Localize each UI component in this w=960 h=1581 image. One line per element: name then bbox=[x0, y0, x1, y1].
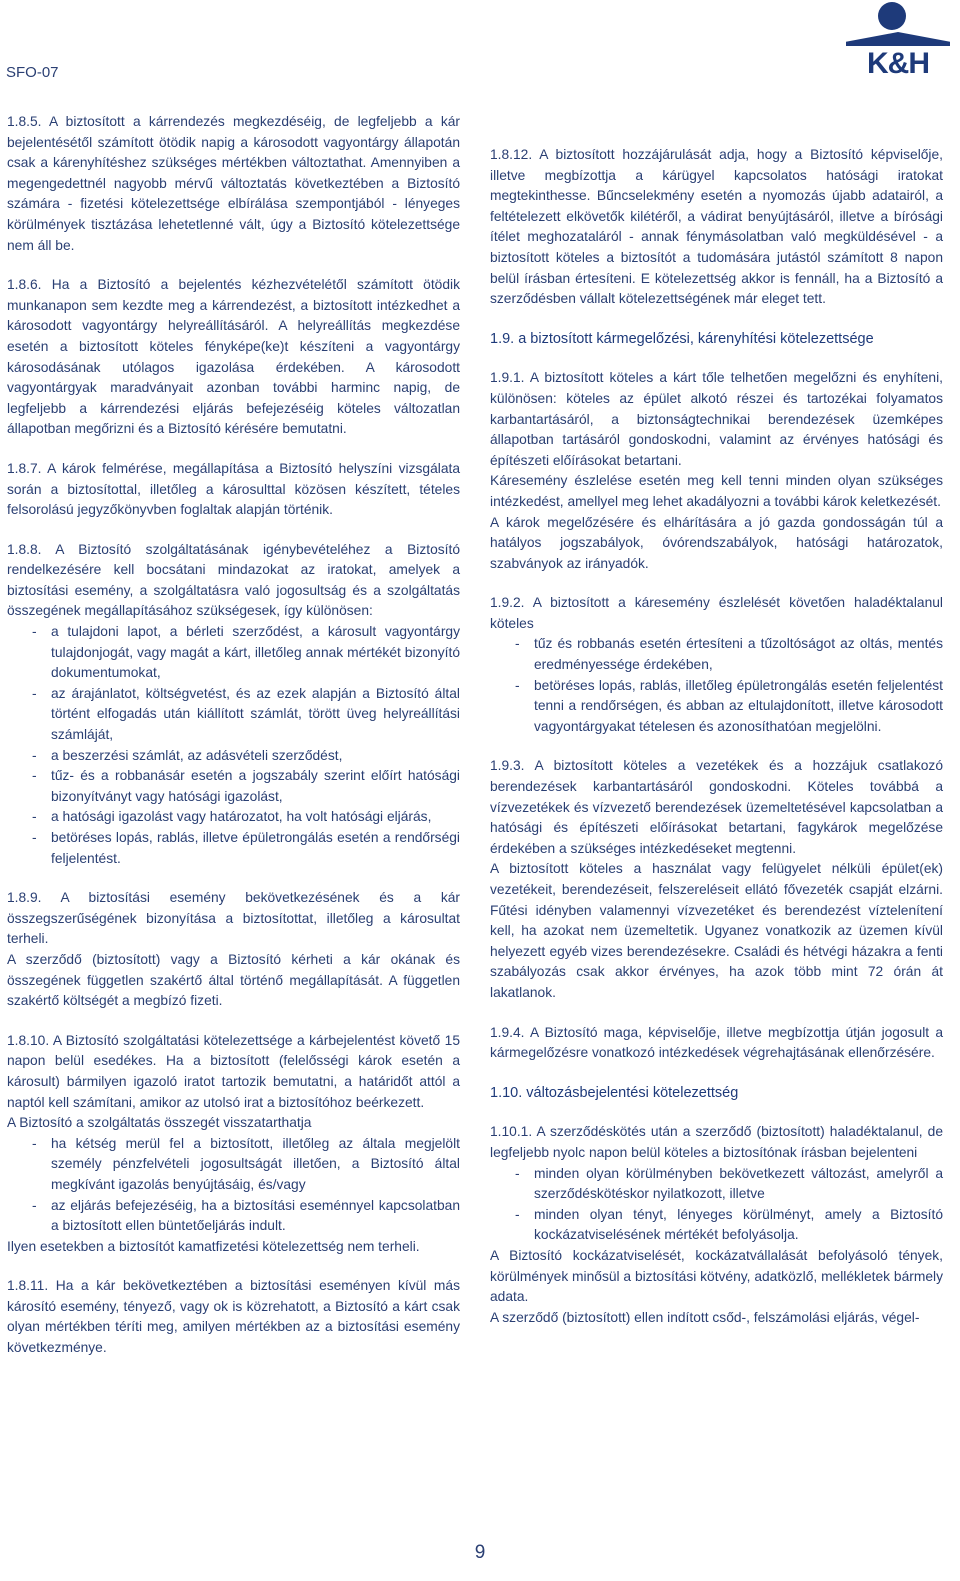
paragraph-1-9-1-c: A károk megelőzésére és elhárítására a jó gazda gondosságán túl a hatályos jogszabályok, óvórendszabályok, hatósági határozatok, szabványok az irányadók. bbox=[490, 514, 943, 571]
paragraph-1-8-11: 1.8.11. Ha a kár bekövetkeztében a biztosítási eseményen kívül más károsító esemény, tényező, vagy ok is közrehatott, a Biztosító a kárt csak olyan mértékben téríti meg, amilyen mértékben az a biztosítási esemény következménye. bbox=[7, 1278, 460, 1356]
list-item: - a hatósági igazolást vagy határozatot, ha volt hatósági eljárás, bbox=[7, 807, 460, 828]
list-item: - az eljárás befejezéséig, ha a biztosítási eseménnyel kapcsolatban a biztosított ellen büntetőeljárás indult. bbox=[7, 1196, 460, 1237]
list-item: - minden olyan tényt, lényeges körülményt, amely a Biztosító kockázatviselésének mértékét befolyásolja. bbox=[490, 1205, 943, 1246]
paragraph-1-8-9-b: A szerződő (biztosított) vagy a Biztosító kérheti a kár okának és összegének független szakértő által történő megállapítását. A független szakértő költségét a megbízó fizeti. bbox=[7, 951, 460, 1009]
paragraph-1-9-3-b: A biztosított köteles a használat vagy felügyelet nélküli épület(ek) vezetékeit, berendezéseit, felszereléseit ellátó fővezeték csapját elzárni. Fűtési idényben valamennyi vízvezetéket és berendezést víztelenítení kell, ha azokat nem üzemeltetik. Ugyanez vonatkozik az üzemen kívül helyezett egyéb vizes berendezésekre. Családi és hétvégi házakra a fenti szabályozás csak akkor érvényes, ha azok több mint 72 órán át lakatlanok. bbox=[490, 861, 943, 1000]
paragraph-1-8-10: 1.8.10. A Biztosító szolgáltatási kötelezettsége a kárbejelentést követő 15 napon belül esedékes. Ha a biztosított (felelősségi károk esetén a károsult) bármilyen igazoló iratot tartozik bemutatni, a határidőt attól a naptól kell számítani, amikor az utolsó irat a biztosítóhoz beérkezett. bbox=[7, 1032, 460, 1110]
list-1-8-10 bbox=[7, 1134, 460, 1237]
paragraph-1-8-12: 1.8.12. A biztosított hozzájárulását adja, hogy a Biztosító képviselője, illetve megbízottja a kárügyel kapcsolatos hatósági iratokat megtekinthesse. Bűncselekmény esetén a nyomozás újabb adatairól, a feltételezett elkövetők kilétéről, a vádirat benyújtásáról, illetve a bírósági ítélet meghozataláról - annak fénymásolatban való megküldésével - a biztosított köteles a biztosítót a tudomására jutástól számított 8 napon belül írásban értesíteni. E kötelezettség akkor is fennáll, ha a Biztosító a szerződésben vállalt kötelezettségének már eleget tett. bbox=[490, 147, 943, 307]
paragraph-1-10-1: 1.10.1. A szerződéskötés után a szerződő (biztosított) haladéktalanul, de legfeljebb nyolc napon belül köteles a biztosítónak írásban bejelenteni bbox=[490, 1124, 943, 1160]
paragraph-1-9-1: 1.9.1. A biztosított köteles a kárt tőle telhetően megelőzni és enyhíteni, különösen: köteles az épület alkotó részei és tartozékai folyamatos karbantartásáról, a biztonságtechnikai berendezések üzemképes állapotban tartásáról gondoskodni, valamint az érvényes hatósági és építészeti előírásokat betartani. bbox=[490, 370, 943, 468]
section-heading-1-9: 1.9. a biztosított kármegelőzési, kárenyhítési kötelezettsége bbox=[490, 330, 874, 347]
paragraph-1-8-6: 1.8.6. Ha a Biztosító a bejelentés kézhezvételétől számított ötödik munkanapon sem kezdte meg a kárrendezést, a biztosított intézkedhet a károsodott vagyontárgy helyreállításáról. A helyreállítás megkezdése esetén a biztosított köteles fényképe(ke)t készíteni a vagyontárgy károsodásának utólagos igazolása érdekében. A károsodott vagyontárgyak maradványait azonban további harminc napig, de legfeljebb a kárrendezési eljárás befejezéséig köteles változatlan állapotban megőrizni és a Biztosító kérésére bemutatni. bbox=[7, 277, 460, 437]
paragraph-1-9-1-b: Káresemény észlelése esetén meg kell tenni minden olyan szükséges intézkedést, amellyel meg lehet akadályozni a további károk keletkezését. bbox=[490, 473, 943, 509]
list-item: - a tulajdoni lapot, a bérleti szerződést, a károsult vagyontárgy tulajdonjogát, vagy magát a kárt, illetőleg annak mértékét bizonyító dokumentumokat, bbox=[7, 622, 460, 684]
logo-text: K&H bbox=[867, 47, 929, 80]
paragraph-1-8-9: 1.8.9. A biztosítási esemény bekövetkezésének és a kár összegszerűségének bizonyítása a biztosítottat, illetőleg a károsultat terheli. bbox=[7, 890, 460, 947]
paragraph-1-8-7: 1.8.7. A károk felmérése, megállapítása a Biztosító helyszíni vizsgálata során a biztosítottal, illetőleg a károsulttal közösen készített, tételes felsorolású jegyzőkönyvben foglaltak alapján történik. bbox=[7, 460, 460, 518]
list-1-8-8 bbox=[7, 622, 460, 869]
paragraph-1-9-2: 1.9.2. A biztosított a káresemény észlelését követően haladéktalanul köteles bbox=[490, 595, 943, 631]
section-heading-1-10: 1.10. változásbejelentési kötelezettség bbox=[490, 1084, 739, 1101]
list-item: - betöréses lopás, rablás, illetőleg épületrongálás esetén feljelentést tenni a rendőrségen, és abban az eltulajdonított, illetve károsodott vagyontárgyakat tételesen és azonosíthatóan megjelölni. bbox=[490, 676, 943, 738]
right-column bbox=[490, 112, 943, 1328]
paragraph-1-9-4: 1.9.4. A Biztosító maga, képviselője, illetve megbízottja útján jogosult a kármegelőzésre vonatkozó intézkedések végrehajtásának ellenőrzésére. bbox=[490, 1024, 943, 1061]
paragraph-1-8-5: 1.8.5. A biztosított a kárrendezés megkezdéséig, de legfeljebb a kár bejelentésétől számított ötödik napig a károsodott vagyontárgy állapotán csak a kárenyhítéshez szükséges mértékben változtathat. Amennyiben a megengedettnél nagyobb mérvű változtatás következtében a Biztosító számára - fizetési kötelezettsége elbírálása szempontjából - lényeges körülmények tisztázása lehetetlenné vált, úgy a Biztosító kötelezettsége nem áll be. bbox=[7, 114, 460, 253]
document-code: SFO-07 bbox=[6, 64, 59, 81]
kh-logo bbox=[846, 2, 950, 80]
paragraph-1-8-10-c: Ilyen esetekben a biztosítót kamatfizetési kötelezettség nem terheli. bbox=[7, 1238, 420, 1254]
list-item: - tűz és robbanás esetén értesíteni a tűzoltóságot az oltás, mentés eredményessége érdekében, bbox=[490, 634, 943, 675]
left-column bbox=[7, 112, 460, 1359]
paragraph-1-10-1-b: A Biztosító kockázatviselését, kockázatvállalását befolyásoló tények, körülmények minősül a biztosítási kötvény, adatközlő, mellékletek bármely adata. bbox=[490, 1247, 943, 1305]
paragraph-1-10-1-c: A szerződő (biztosított) ellen indított csőd-, felszámolási eljárás, végel- bbox=[490, 1309, 920, 1325]
paragraph-1-8-10-b: A Biztosító a szolgáltatás összegét visszatarthatja bbox=[7, 1115, 312, 1131]
list-1-9-2 bbox=[490, 634, 943, 737]
list-1-10-1 bbox=[490, 1164, 943, 1246]
list-item: - ha kétség merül fel a biztosított, illetőleg az általa megjelölt személy pénzfelvételi jogosultságát illetően, a Biztosító által megkívánt igazolás benyújtásáig, és/vagy bbox=[7, 1134, 460, 1196]
paragraph-1-9-3: 1.9.3. A biztosított köteles a vezetékek és a hozzájuk csatlakozó berendezések karbantartásáról gondoskodni. Köteles továbbá a vízvezetékek és vízvezető berendezések üzemeltetésével kapcsolatban a hatósági és építészeti előírásokat betartani, fagykárok megelőzése érdekében a szükséges intézkedéseket megtenni. bbox=[490, 758, 943, 856]
paragraph-1-8-8: 1.8.8. A Biztosító szolgáltatásának igénybevételéhez a Biztosító rendelkezésére kell bocsátani mindazokat az iratokat, amelyek a biztosítási esemény, a szolgáltatásra való jogosultság és a szolgáltatás összegének megállapításához szükségesek, így különösen: bbox=[7, 541, 460, 619]
page-number: 9 bbox=[474, 1542, 486, 1563]
list-item: - minden olyan körülményben bekövetkezett változást, amelyről a szerződéskötéskor nyilatkozott, illetve bbox=[490, 1164, 943, 1205]
list-item: - az árajánlatot, költségvetést, és az ezek alapján a Biztosító által történt elfogadás után kiállított számlát, törött üveg helyreállítási számláját, bbox=[7, 684, 460, 746]
logo-roof-icon bbox=[846, 32, 950, 46]
logo-circle-icon bbox=[878, 2, 906, 30]
list-item: - betöréses lopás, rablás, illetve épületrongálás esetén a rendőrségi feljelentést. bbox=[7, 828, 460, 869]
list-item: - a beszerzési számlát, az adásvételi szerződést, bbox=[7, 746, 460, 767]
list-item: - tűz- és a robbanásár esetén a jogszabály szerint előírt hatósági bizonyítványt vagy hatósági igazolást, bbox=[7, 766, 460, 807]
